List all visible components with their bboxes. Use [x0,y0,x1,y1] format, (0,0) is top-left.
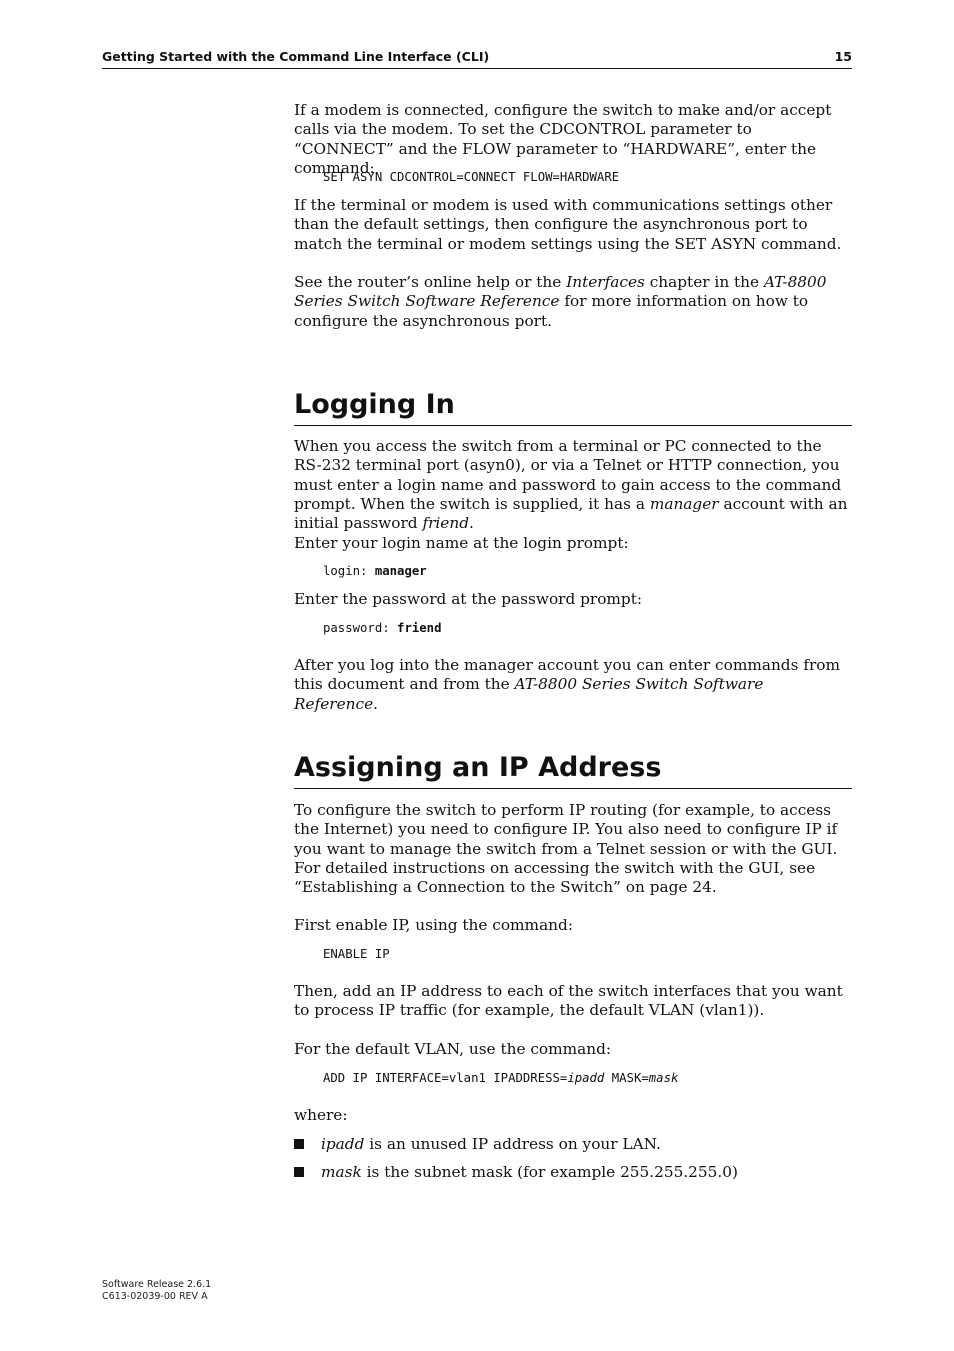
footer-release: Software Release 2.6.1 [102,1279,212,1290]
where-label: where: [294,1106,348,1124]
add-ip-paragraph: Then, add an IP address to each of the switch interfaces that you want to process IP traffic (for example, the default VLAN (vlan1)). [294,982,843,1020]
page-number: 15 [834,49,852,64]
after-login-paragraph: After you log into the manager account you can enter commands from this document and from the AT-8800 Series Switch Software Reference. [294,656,841,713]
footer [102,1279,211,1303]
default-vlan-instruction: For the default VLAN, use the command: [294,1040,612,1058]
footer-doc-number: C613-02039-00 REV A [102,1291,208,1302]
header-title: Getting Started with the Command Line Interface (CLI) [102,49,490,64]
bullet-square-icon [294,1139,304,1149]
login-intro-paragraph: When you access the switch from a terminal or PC connected to the RS-232 terminal port (asyn0), or via a Telnet or HTTP connection, you must enter a login name and password to gain access to the command prompt. When the switch is supplied, it has a manager account with an initial password friend. [294,437,848,533]
running-header [102,48,852,69]
enable-ip-instruction: First enable IP, using the command: [294,916,573,934]
add-ip-command: ADD IP INTERFACE=vlan1 IPADDRESS=ipadd MASK=mask [323,1071,679,1085]
set-asyn-command: SET ASYN CDCONTROL=CONNECT FLOW=HARDWARE [323,170,620,184]
assigning-ip-heading: Assigning an IP Address [294,751,852,789]
enable-ip-command: ENABLE IP [323,947,390,961]
list-item: mask is the subnet mask (for example 255.255.255.0) [294,1163,738,1182]
modem-paragraph: If a modem is connected, configure the switch to make and/or accept calls via the modem. To set the CDCONTROL parameter to “CONNECT” and the FLOW parameter to “HARDWARE”, enter the command: [294,101,832,177]
logging-in-heading: Logging In [294,388,852,426]
login-instruction: Enter your login name at the login prompt: [294,534,629,552]
password-instruction: Enter the password at the password prompt: [294,590,643,608]
ip-intro-paragraph: To configure the switch to perform IP routing (for example, to access the Internet) you need to configure IP. You also need to configure IP if you want to manage the switch from a Telnet session or with the GUI. For detailed instructions on accessing the switch with the GUI, see “Establishing a Connection to the Switch” on page 24. [294,801,838,897]
login-command: login: manager [323,564,427,578]
settings-paragraph: If the terminal or modem is used with communications settings other than the default settings, then configure the asynchronous port to match the terminal or modem settings using the SET ASYN command. [294,196,842,253]
online-help-paragraph: See the router’s online help or the Interfaces chapter in the AT-8800 Series Switch Software Reference for more information on how to configure the asynchronous port. [294,273,827,330]
password-command: password: friend [323,621,442,635]
bullet-square-icon [294,1167,304,1177]
list-item: ipadd is an unused IP address on your LAN. [294,1135,661,1154]
